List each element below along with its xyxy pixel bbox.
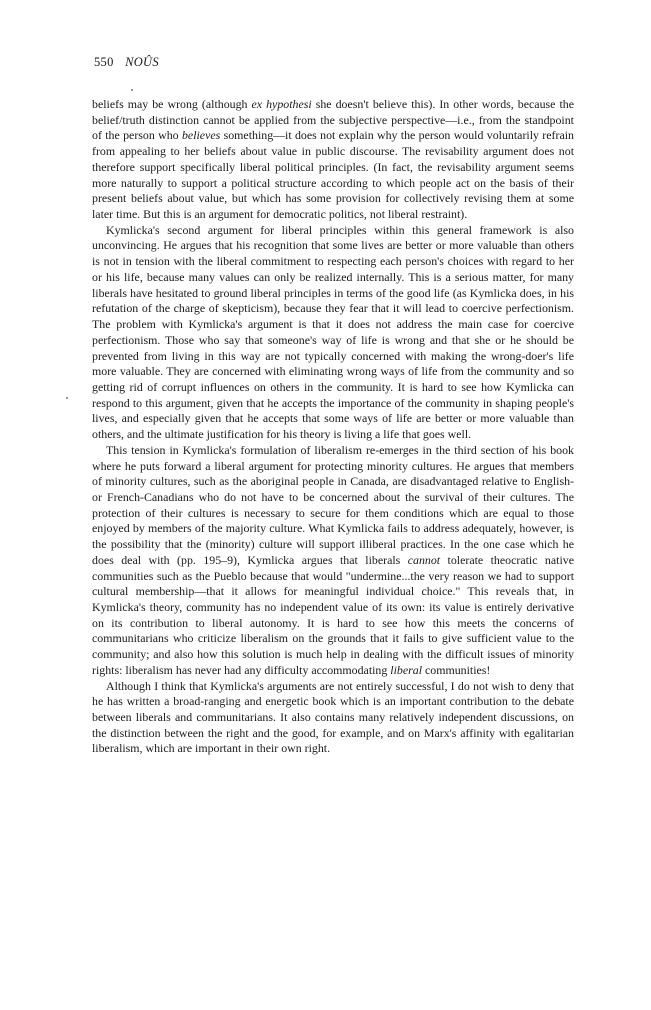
running-head (94, 55, 159, 70)
emphasis-liberal: liberal (390, 662, 423, 677)
page-number: 550 (94, 55, 114, 69)
journal-title: NOÛS (125, 55, 159, 69)
print-speck (66, 397, 68, 399)
paragraph-1: beliefs may be wrong (although ex hypothesi she doesn't believe this). In other words, because the belief/truth distinction cannot be applied from the subjective perspective—i.e., from the standpoint of the person who believes something—it does not explain why the person would voluntarily refrain from appealing to her beliefs about value in public discourse. The revisability argument does not therefore support specifically liberal political principles. (In fact, the revisability argument seems more naturally to support a political structure according to which people act on the basis of their present beliefs about value, but which has some provision for collectively revising them at some later time. But this is an argument for democratic politics, not liberal restraint). (92, 97, 574, 222)
paragraph-3: This tension in Kymlicka's formulation of liberalism re-emerges in the third section of his book where he puts forward a liberal argument for protecting minority cultures. He argues that members of minority cultures, such as the aboriginal people in Canada, are disadvantaged relative to English- or French-Canadians who do not have to be concerned about the survival of their cultures. The protection of their cultures is necessary to secure for them conditions which are equal to those enjoyed by members of the majority culture. What Kymlicka fails to address adequately, however, is the possibility that the (minority) culture will support illiberal practices. In the one case which he does deal with (pp. 195–9), Kymlicka argues that liberals cannot tolerate theocratic native communities such as the Pueblo because that would "undermine...the very reason we had to support cultural membership—that it allows for meaningful individual choice." This reveals that, in Kymlicka's theory, community has no independent value of its own: its value is entirely derivative on its contribution to liberal autonomy. It is hard to see how this meets the concerns of communitarians who criticize liberalism on the grounds that it fails to give sufficient value to the community; and also how this solution is much help in dealing with the difficult issues of minority rights: liberalism has never had any difficulty accommodating liberal communities! (92, 442, 574, 677)
print-speck (131, 89, 133, 91)
emphasis-ex-hypothesi: ex hypothesi (251, 97, 312, 111)
paragraph-2: Kymlicka's second argument for liberal principles within this general framework is also unconvincing. He argues that his recognition that some lives are better or more valuable than others is not in tension with the liberal commitment to respecting each person's choices with regard to her or his life, because many values can only be realized internally. This is a serious matter, for many liberals have hesitated to ground liberal principles in terms of the good life (as Kymlicka does, in his refutation of the charge of skepticism), because they fear that it will lead to coercive perfectionism. The problem with Kymlicka's argument is that it does not address the main case for coercive perfectionism. Those who say that someone's way of life is wrong and that she or he should be prevented from living in this way are not typically concerned with making the wrong-doer's life more valuable. They are concerned with eliminating wrong ways of life from the community and so getting rid of corrupt influences on others in the community. It is hard to see how Kymlicka can respond to this argument, given that he accepts the importance of the community in shaping people's lives, and especially given that he accepts that some ways of life are better or more valuable than others, and the ultimate justification for his theory is living a life that goes well. (92, 222, 574, 442)
article-body (92, 97, 574, 757)
emphasis-believes: believes (181, 128, 221, 143)
paragraph-4: Although I think that Kymlicka's arguments are not entirely successful, I do not wish to deny that he has written a broad-ranging and energetic book which is an important contribution to the debate between liberals and communitarians. It also contains many relatively independent discussions, on the distinction between the right and the good, for example, and on Marx's affinity with egalitarian liberalism, which are important in their own right. (92, 678, 574, 756)
emphasis-cannot: cannot (407, 552, 441, 567)
